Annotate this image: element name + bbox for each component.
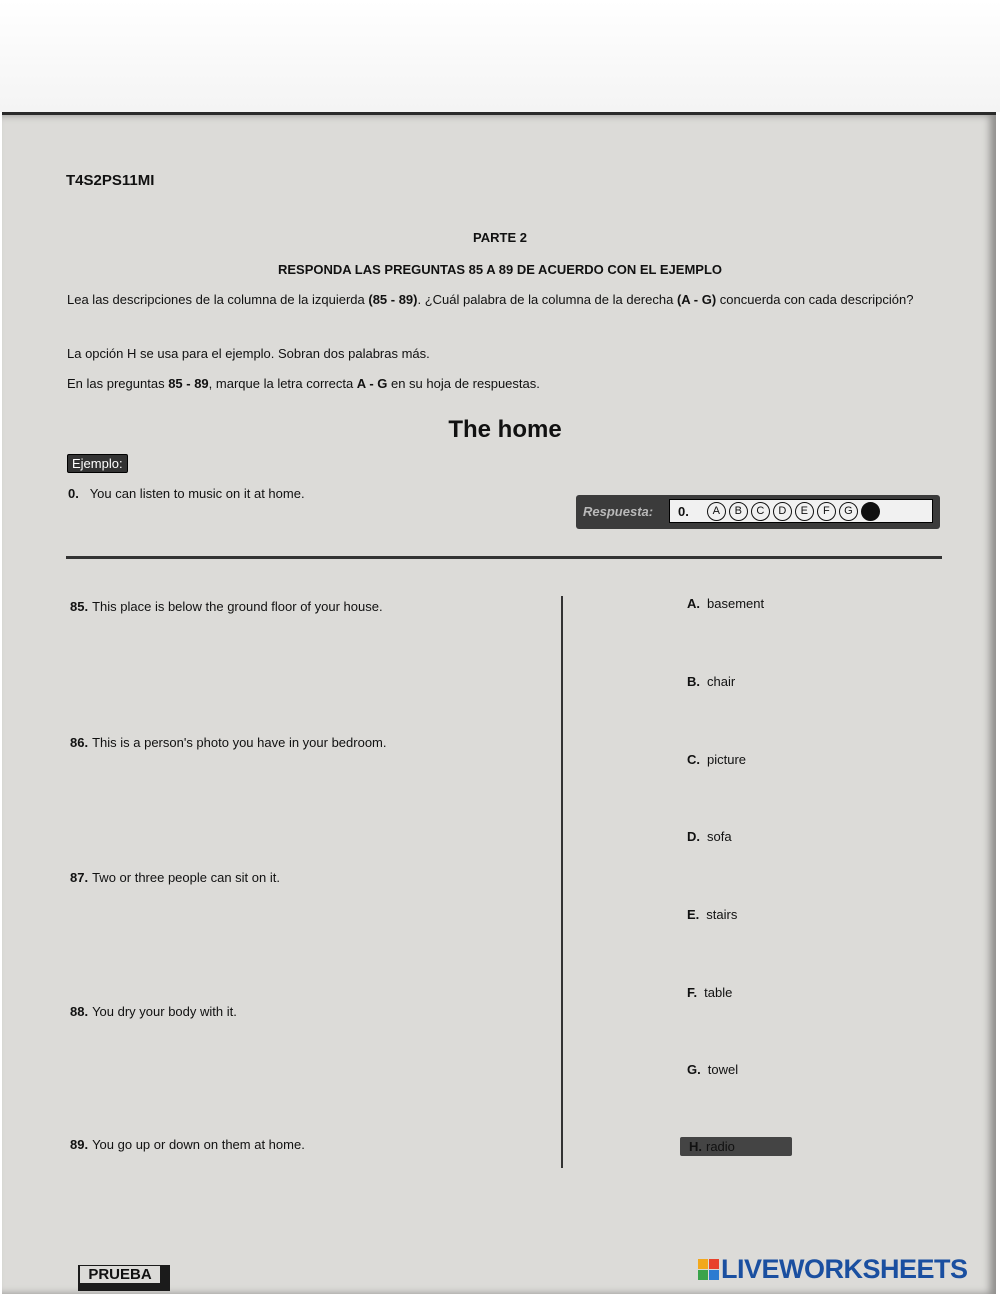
scan-top-margin: [0, 0, 1000, 112]
liveworksheets-logo-icon: [698, 1259, 719, 1280]
bubble-g[interactable]: G: [839, 502, 858, 521]
option-c: C. picture: [687, 752, 747, 767]
example-question: 0. You can listen to music on it at home.: [68, 486, 305, 501]
test-code: T4S2PS11MI: [66, 172, 155, 189]
worksheet-page: [2, 112, 996, 1294]
section-title: The home: [448, 416, 562, 443]
instruction-paragraph-1: Lea las descripciones de la columna de la izquierda (85 - 89). ¿Cuál palabra de la columna de la derecha (A - G) concuerda con cada descripción?: [67, 292, 914, 307]
option-d: D. sofa: [687, 829, 732, 844]
prueba-label: PRUEBA: [80, 1266, 160, 1283]
option-f: F. table: [687, 985, 733, 1000]
bubble-e[interactable]: E: [795, 502, 814, 521]
question-88: 88. You dry your body with it.: [70, 1004, 237, 1019]
bubble-a[interactable]: A: [707, 502, 726, 521]
question-89: 89. You go up or down on them at home.: [70, 1137, 305, 1152]
bubble-b[interactable]: B: [729, 502, 748, 521]
liveworksheets-brand[interactable]: [698, 1254, 968, 1285]
column-divider: [561, 596, 563, 1168]
option-h-example: H. radio: [680, 1137, 792, 1156]
bubble-c[interactable]: C: [751, 502, 770, 521]
instruction-paragraph-3: En las preguntas 85 - 89, marque la letra correcta A - G en su hoja de respuestas.: [67, 376, 540, 391]
question-87: 87. Two or three people can sit on it.: [70, 870, 280, 885]
bubble-h-selected[interactable]: H: [861, 502, 880, 521]
option-a: A. basement: [687, 596, 765, 611]
question-85: 85. This place is below the ground floor of your house.: [70, 599, 383, 614]
option-b: B. chair: [687, 674, 736, 689]
bubble-f[interactable]: F: [817, 502, 836, 521]
option-g: G. towel: [687, 1062, 739, 1077]
answer-number: 0.: [678, 503, 689, 519]
answer-bubbles: [669, 499, 933, 523]
option-e: E. stairs: [687, 907, 738, 922]
bubble-d[interactable]: D: [773, 502, 792, 521]
part-heading: PARTE 2: [473, 230, 527, 245]
question-86: 86. This is a person's photo you have in your bedroom.: [70, 735, 387, 750]
example-answer-box: [576, 495, 940, 529]
answer-label: Respuesta:: [583, 504, 654, 519]
brand-text: LIVEWORKSHEETS: [721, 1254, 968, 1284]
horizontal-divider: [66, 556, 942, 559]
example-badge: Ejemplo:: [67, 454, 128, 473]
instruction-paragraph-2: La opción H se usa para el ejemplo. Sobran dos palabras más.: [67, 346, 430, 361]
instruction-title: RESPONDA LAS PREGUNTAS 85 A 89 DE ACUERDO CON EL EJEMPLO: [278, 262, 722, 277]
